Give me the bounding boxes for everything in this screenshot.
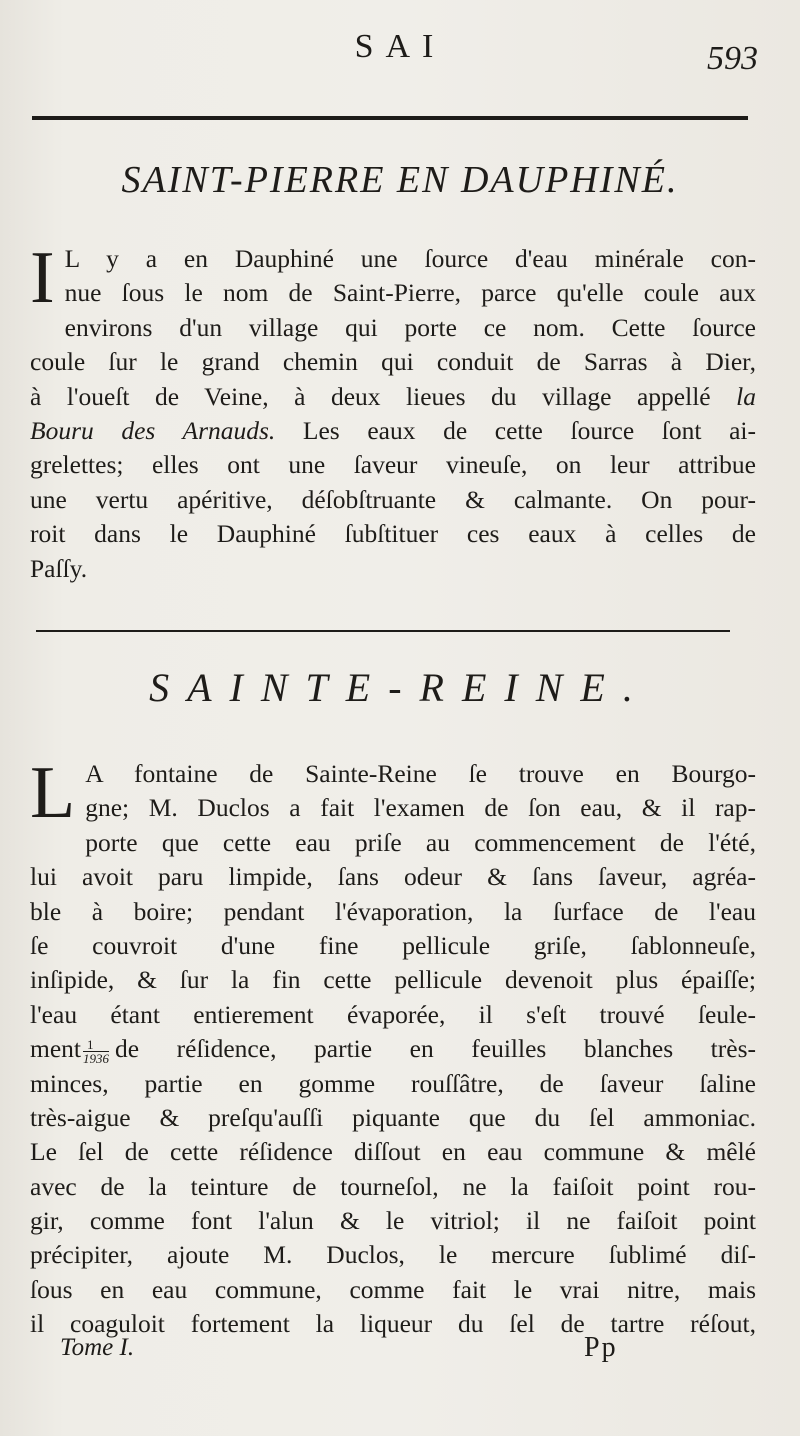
text-fragment: de réſidence, partie en feuilles blanches très- — [115, 1034, 756, 1064]
text-fragment: Les eaux de cette ſource ſont ai- — [302, 415, 756, 445]
page-number: 593 — [707, 40, 758, 77]
header-rule — [32, 116, 748, 120]
text-line: inſipide, & ſur la fin cette pellicule devenoit plus épaiſſe; — [30, 965, 756, 995]
text-line: ble à boire; pendant l'évaporation, la ſurface de l'eau — [30, 896, 756, 926]
section-title-saint-pierre: SAINT-PIERRE EN DAUPHINÉ. — [121, 159, 679, 201]
section-body-sainte-reine — [30, 752, 756, 1342]
text-line: coule ſur le grand chemin qui conduit de Sarras à Dier, — [30, 347, 756, 377]
text-line: Paſſy. — [30, 553, 88, 583]
section-body-saint-pierre — [30, 237, 756, 586]
text-line: nue ſous le nom de Saint-Pierre, parce qu'elle coule aux — [64, 278, 756, 308]
text-line: Le ſel de cette réſidence diſſout en eau commune & mêlé — [30, 1137, 756, 1167]
text-line: grelettes; elles ont une ſaveur vineuſe, on leur attribue — [30, 450, 756, 480]
text-line: avec de la teinture de tourneſol, ne la faiſoit point rou- — [30, 1171, 756, 1201]
text-fragment: à l'oueſt de Veine, à deux lieues du village appellé — [30, 381, 711, 411]
footer-signature-mark: Pp — [584, 1332, 618, 1363]
text-line: très-aigue & preſqu'auſſi piquante que du ſel ammoniac. — [30, 1102, 756, 1132]
text-line: ſous en eau commune, comme fait le vrai nitre, mais — [30, 1274, 756, 1304]
text-line: une vertu apéritive, déſobſtruante & calmante. On pour- — [30, 484, 756, 514]
text-line: gir, comme font l'alun & le vitriol; il ne faiſoit point — [30, 1206, 756, 1236]
text-line — [30, 380, 756, 414]
text-line: minces, partie en gomme rouſſâtre, de ſaveur ſaline — [30, 1068, 756, 1098]
text-line: ſe couvroit d'une fine pellicule griſe, ſablonneuſe, — [30, 930, 756, 960]
text-line: porte que cette eau priſe au commencement de l'été, — [85, 827, 756, 857]
text-line: gne; M. Duclos a fait l'examen de ſon eau, & il rap- — [85, 793, 756, 823]
text-line: L y a en Dauphiné une ſource d'eau minérale con- — [64, 244, 756, 273]
text-line: A fontaine de Sainte-Reine ſe trouve en Bourgo- — [85, 759, 756, 788]
text-line: roit dans le Dauphiné ſubſtituer ces eaux à celles de — [30, 519, 756, 549]
text-line: précipiter, ajoute M. Duclos, le mercure ſublimé diſ- — [30, 1240, 756, 1270]
text-fragment: ment — [30, 1034, 81, 1064]
text-line — [30, 1032, 756, 1066]
fraction — [83, 1038, 109, 1065]
running-head-title: SAI — [354, 28, 446, 65]
italic-fragment: la — [736, 381, 756, 411]
dropcap-i: I — [30, 237, 55, 319]
text-line — [30, 414, 756, 448]
section-title-sainte-reine: SAINTE-REINE. — [149, 665, 651, 710]
text-line: il coaguloit fortement la liqueur du ſel de tartre réſout, — [30, 1309, 756, 1339]
section-rule — [36, 630, 730, 632]
running-head — [0, 28, 800, 78]
dropcap-l: L — [30, 752, 76, 834]
text-line: environs d'un village qui porte ce nom. Cette ſource — [64, 312, 756, 342]
text-line: l'eau étant entierement évaporée, il s'eſt trouvé ſeule- — [30, 999, 756, 1029]
text-line: lui avoit paru limpide, ſans odeur & ſans ſaveur, agréa- — [30, 862, 756, 892]
italic-fragment: Bouru des Arnauds. — [30, 415, 276, 445]
fraction-numerator: 1 — [83, 1038, 109, 1052]
footer-signature: Tome I. — [60, 1334, 135, 1361]
fraction-denominator: 1936 — [83, 1050, 109, 1066]
